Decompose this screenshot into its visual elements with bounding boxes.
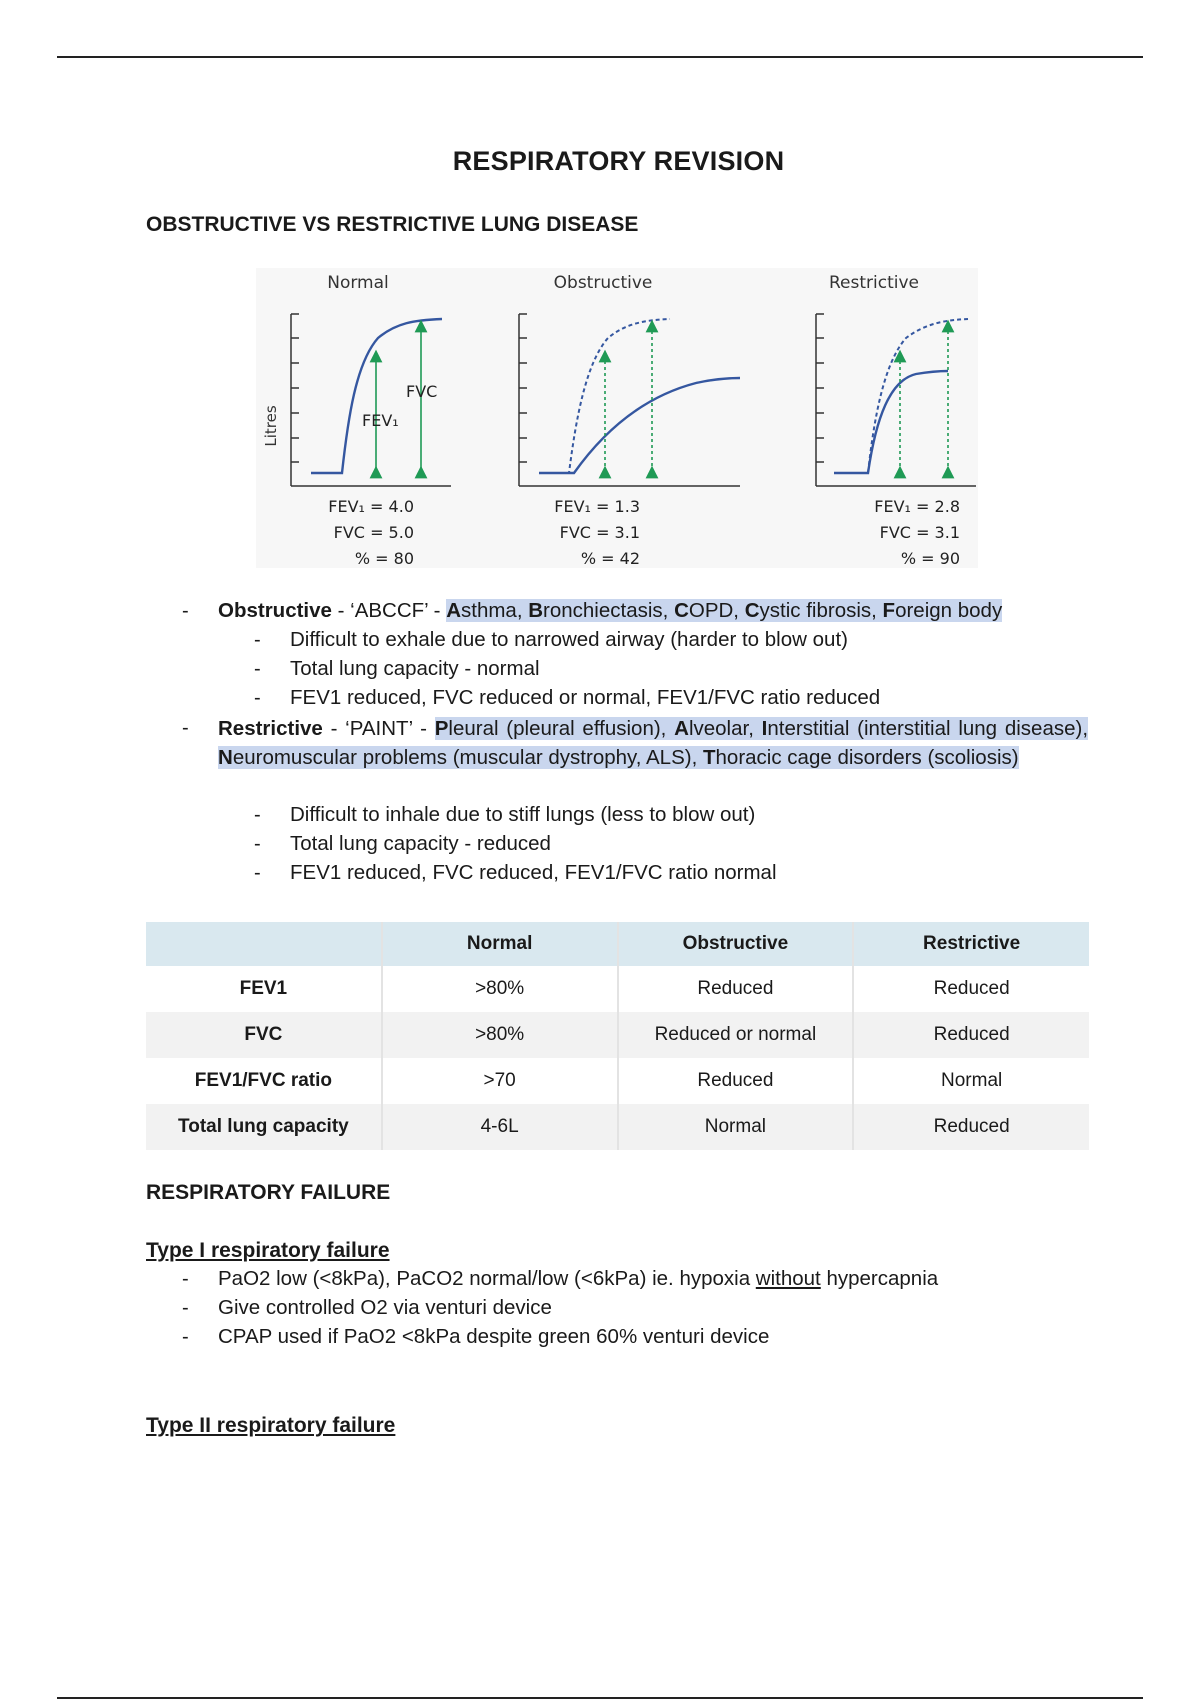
table-header-row — [146, 922, 1089, 966]
obstructive-mnemonic: - ‘ABCCF’ - — [331, 599, 447, 622]
fvc-tag: FVC — [406, 382, 438, 401]
bullet-dash: - — [182, 1297, 189, 1319]
obstructive-fev1-value: FEV₁ = 1.3 — [554, 497, 640, 516]
obstructive-fvc-value: FVC = 3.1 — [559, 523, 640, 542]
obstructive-pct-value: % = 42 — [580, 549, 640, 568]
page-title: RESPIRATORY REVISION — [452, 146, 785, 176]
type1-item: CPAP used if PaO2 <8kPa despite green 60% venturi device — [218, 1325, 770, 1348]
table-row — [146, 1012, 1089, 1058]
table-cell: >70 — [382, 1058, 618, 1104]
sub-bullet-dash: - — [254, 833, 261, 855]
restrictive-fvc-value: FVC = 3.1 — [879, 523, 960, 542]
sub-bullet-dash: - — [254, 658, 261, 680]
bullet-dash: - — [182, 1268, 189, 1290]
bullet-dash: - — [182, 717, 189, 739]
table-header-cell: Obstructive — [618, 922, 854, 966]
restrictive-sub-item: FEV1 reduced, FVC reduced, FEV1/FVC ratio normal — [290, 861, 777, 884]
restrictive-label: Restrictive — [218, 717, 323, 740]
top-rule — [57, 56, 1143, 58]
panel-obstructive — [519, 273, 740, 568]
bullet-dash: - — [182, 600, 189, 622]
restrictive-mnemonic: - ‘PAINT’ - — [322, 717, 435, 740]
table-cell: Reduced — [618, 966, 854, 1012]
obstructive-curve — [539, 378, 740, 473]
table-cell: Reduced — [933, 1024, 1010, 1045]
normal-fev1-value: FEV₁ = 4.0 — [328, 497, 414, 516]
type1-item: PaO2 low (<8kPa), PaCO2 normal/low (<6kPa) ie. hypoxia without hypercapnia — [218, 1267, 939, 1290]
table-cell: Normal — [618, 1104, 854, 1150]
restrictive-sub-item: Difficult to inhale due to stiff lungs (less to blow out) — [290, 803, 756, 826]
restrictive-pct-value: % = 90 — [900, 549, 960, 568]
panel-restrictive — [816, 273, 976, 568]
panel-title-restrictive: Restrictive — [829, 273, 919, 293]
type1-item: Give controlled O2 via venturi device — [218, 1296, 552, 1319]
spirometry-figure — [256, 268, 978, 568]
normal-fvc-value: FVC = 5.0 — [333, 523, 414, 542]
table-cell: 4-6L — [382, 1104, 618, 1150]
sub-bullet-dash: - — [254, 804, 261, 826]
obstructive-sub-item: Difficult to exhale due to narrowed airway (harder to blow out) — [290, 628, 848, 651]
sub-bullet-dash: - — [254, 629, 261, 651]
bullet-dash: - — [182, 1326, 189, 1348]
section-heading-respiratory-failure: RESPIRATORY FAILURE — [146, 1181, 391, 1204]
table-row-header: FEV1/FVC ratio — [146, 1058, 382, 1104]
table-row — [146, 966, 1089, 1012]
type1-heading: Type I respiratory failure — [146, 1239, 390, 1262]
obstructive-label: Obstructive — [218, 599, 332, 622]
panel-normal — [291, 273, 451, 568]
table-row-header: FEV1 — [146, 966, 382, 1012]
comparison-table — [146, 922, 1089, 1150]
table-header-cell — [146, 922, 382, 966]
restrictive-reference-curve — [834, 319, 968, 473]
table-row — [146, 1058, 1089, 1104]
fev1-tag: FEV₁ — [362, 411, 399, 430]
obstructive-sub-item: FEV1 reduced, FVC reduced or normal, FEV1/FVC ratio reduced — [290, 686, 881, 709]
obstructive-causes: Asthma, Bronchiectasis, COPD, Cystic fibrosis, Foreign body — [446, 599, 1003, 622]
table-header-cell: Normal — [382, 922, 618, 966]
table-row — [146, 1104, 1089, 1150]
sub-bullet-dash: - — [254, 687, 261, 709]
restrictive-causes: Pleural (pleural effusion), Alveolar, Interstitial (interstitial lung disease), Neuromuscular problems (muscular dystrophy, ALS), Thoracic cage disorders (scoliosis) — [218, 717, 1089, 769]
restrictive-fev1-value: FEV₁ = 2.8 — [874, 497, 960, 516]
panel-title-normal: Normal — [327, 273, 389, 293]
restrictive-curve — [834, 371, 948, 473]
type2-heading: Type II respiratory failure — [146, 1414, 396, 1437]
restrictive-bullet — [218, 714, 1088, 772]
sub-bullet-dash: - — [254, 862, 261, 884]
table-cell: >80% — [382, 966, 618, 1012]
obstructive-bullet — [218, 597, 1002, 625]
table-row-header: FVC — [146, 1012, 382, 1058]
table-cell: Reduced — [933, 1116, 1010, 1137]
table-row-header: Total lung capacity — [146, 1104, 382, 1150]
table-header-cell: Restrictive — [923, 933, 1021, 954]
table-cell: Reduced — [933, 978, 1010, 999]
table-cell: Normal — [941, 1070, 1003, 1091]
obstructive-reference-curve — [539, 319, 670, 473]
bottom-rule — [57, 1697, 1143, 1699]
obstructive-sub-item: Total lung capacity - normal — [290, 657, 540, 680]
restrictive-sub-item: Total lung capacity - reduced — [290, 832, 551, 855]
normal-pct-value: % = 80 — [354, 549, 414, 568]
y-axis-label: Litres — [262, 405, 280, 447]
table-cell: Reduced or normal — [618, 1012, 854, 1058]
panel-title-obstructive: Obstructive — [553, 273, 653, 293]
table-cell: Reduced — [618, 1058, 854, 1104]
section-heading-obstructive-restrictive: OBSTRUCTIVE VS RESTRICTIVE LUNG DISEASE — [146, 213, 639, 236]
table-cell: >80% — [382, 1012, 618, 1058]
